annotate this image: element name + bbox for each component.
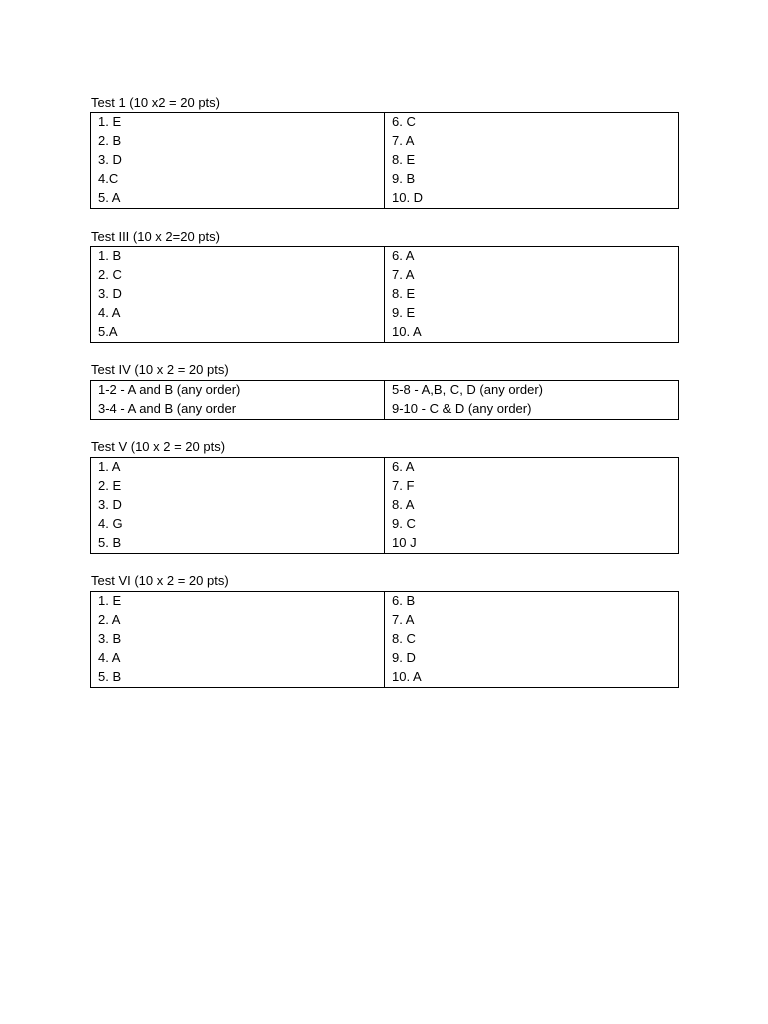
answer-table <box>90 457 679 554</box>
answer-cell: 8. E <box>385 285 679 304</box>
table-row <box>91 170 679 189</box>
answer-cell: 4.C <box>91 170 385 189</box>
section-title: Test 1 (10 x2 = 20 pts) <box>91 95 220 110</box>
table-row <box>91 381 679 400</box>
answer-cell: 7. A <box>385 611 679 630</box>
table-row <box>91 477 679 496</box>
answer-cell: 3-4 - A and B (any order <box>91 400 385 419</box>
answer-cell: 6. B <box>385 592 679 611</box>
section-title: Test III (10 x 2=20 pts) <box>91 229 220 244</box>
table-row <box>91 266 679 285</box>
answer-cell: 1. A <box>91 458 385 477</box>
answer-cell: 5. B <box>91 534 385 553</box>
table-row <box>91 247 679 266</box>
table-row <box>91 304 679 323</box>
answer-cell: 1. E <box>91 113 385 132</box>
answer-cell: 10. A <box>385 323 679 342</box>
test-iv-section <box>90 362 678 420</box>
answer-cell: 3. D <box>91 151 385 170</box>
test-1-section <box>90 95 678 209</box>
answer-cell: 1-2 - A and B (any order) <box>91 381 385 400</box>
answer-cell: 3. D <box>91 496 385 515</box>
section-title: Test V (10 x 2 = 20 pts) <box>91 439 226 454</box>
answer-cell: 4. A <box>91 649 385 668</box>
answer-cell: 1. B <box>91 247 385 266</box>
table-row <box>91 649 679 668</box>
answer-cell: 9-10 - C & D (any order) <box>385 400 679 419</box>
answer-cell: 8. A <box>385 496 679 515</box>
answer-cell: 7. F <box>385 477 679 496</box>
answer-cell: 3. B <box>91 630 385 649</box>
table-row <box>91 323 679 342</box>
answer-cell: 2. A <box>91 611 385 630</box>
answer-cell: 9. D <box>385 649 679 668</box>
answer-cell: 6. C <box>385 113 679 132</box>
answer-cell: 2. B <box>91 132 385 151</box>
answer-table <box>90 112 679 209</box>
answer-cell: 10. D <box>385 189 679 208</box>
section-title: Test VI (10 x 2 = 20 pts) <box>91 573 229 588</box>
answer-cell: 6. A <box>385 247 679 266</box>
answer-cell: 10. A <box>385 668 679 687</box>
answer-cell: 7. A <box>385 266 679 285</box>
answer-cell: 1. E <box>91 592 385 611</box>
answer-table <box>90 380 679 420</box>
section-title: Test IV (10 x 2 = 20 pts) <box>91 362 229 377</box>
answer-cell: 6. A <box>385 458 679 477</box>
table-row <box>91 668 679 687</box>
test-vi-section <box>90 573 678 688</box>
answer-cell: 5. B <box>91 668 385 687</box>
answer-cell: 7. A <box>385 132 679 151</box>
test-v-section <box>90 439 678 554</box>
answer-table <box>90 246 679 343</box>
table-row <box>91 458 679 477</box>
answer-cell: 3. D <box>91 285 385 304</box>
answer-cell: 5-8 - A,B, C, D (any order) <box>385 381 679 400</box>
answer-cell: 4. A <box>91 304 385 323</box>
table-row <box>91 515 679 534</box>
answer-cell: 2. E <box>91 477 385 496</box>
answer-cell: 9. E <box>385 304 679 323</box>
answer-table <box>90 591 679 688</box>
answer-cell: 5.A <box>91 323 385 342</box>
test-iii-section <box>90 229 678 343</box>
answer-cell: 9. C <box>385 515 679 534</box>
answer-cell: 4. G <box>91 515 385 534</box>
answer-cell: 5. A <box>91 189 385 208</box>
table-row <box>91 400 679 419</box>
table-row <box>91 630 679 649</box>
answer-cell: 8. E <box>385 151 679 170</box>
answer-cell: 2. C <box>91 266 385 285</box>
table-row <box>91 534 679 553</box>
table-row <box>91 132 679 151</box>
answer-cell: 9. B <box>385 170 679 189</box>
table-row <box>91 592 679 611</box>
table-row <box>91 285 679 304</box>
table-row <box>91 611 679 630</box>
table-row <box>91 151 679 170</box>
answer-cell: 10 J <box>385 534 679 553</box>
table-row <box>91 113 679 132</box>
table-row <box>91 496 679 515</box>
answer-cell: 8. C <box>385 630 679 649</box>
table-row <box>91 189 679 208</box>
